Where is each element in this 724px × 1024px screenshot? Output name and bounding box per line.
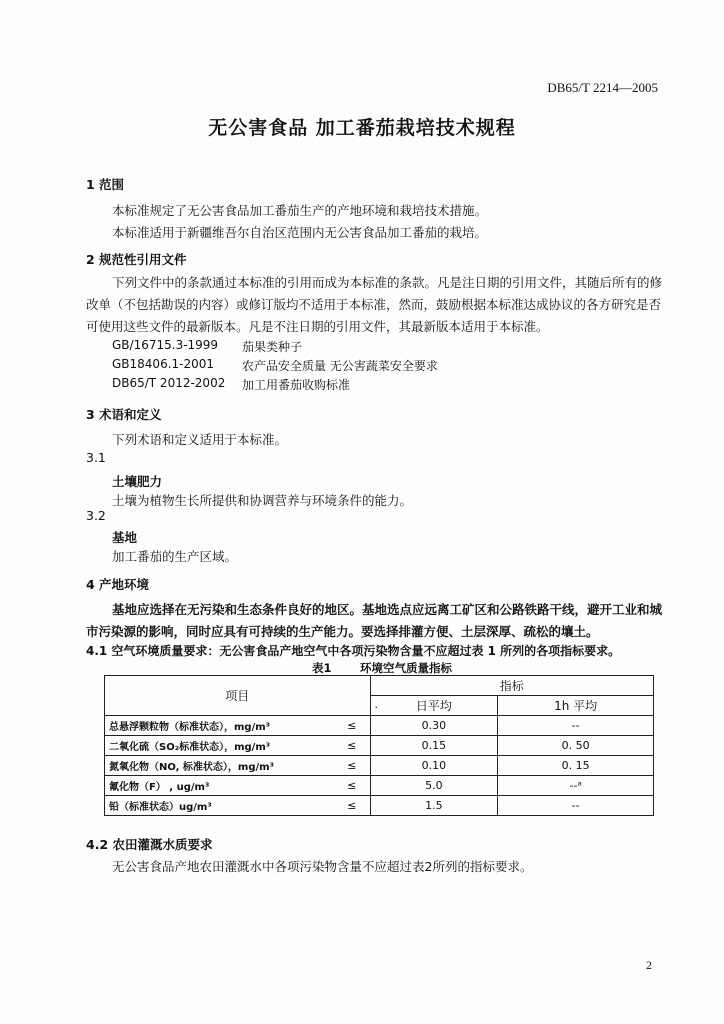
row-daily: 0.30 <box>370 716 498 736</box>
row-item: 氟化物（F） , ug/m³ <box>105 776 335 796</box>
header-index: 指标 <box>370 676 653 696</box>
row-daily: 5.0 <box>370 776 498 796</box>
row-daily: 0.10 <box>370 756 498 776</box>
term-3-1-number: 3.1 <box>86 450 106 465</box>
term-3-1-name: 土壤肥力 <box>112 474 163 489</box>
row-operator: ≤ <box>334 776 370 796</box>
header-hourly: 1h 平均 <box>498 696 654 716</box>
row-hourly: -- <box>498 796 654 816</box>
ref-1-name: 茄果类种子 <box>242 340 303 354</box>
section-4-2: 4.2 农田灌溉水质要求 <box>86 837 213 852</box>
ref-2-code: GB18406.1-2001 <box>112 357 215 371</box>
row-hourly: -- <box>498 716 654 736</box>
section-4-heading: 4 产地环境 <box>86 577 150 592</box>
row-hourly: 0. 50 <box>498 736 654 756</box>
page-number: 2 <box>646 958 652 972</box>
term-3-1-definition: 土壤为植物生长所提供和协调营养与环境条件的能力。 <box>112 493 413 508</box>
ref-3-name: 加工用番茄收购标准 <box>242 378 351 392</box>
section-4-2-text: 无公害食品产地农田灌溉水中各项污染物含量不应超过表2所列的指标要求。 <box>112 859 533 874</box>
term-3-2-number: 3.2 <box>86 508 106 523</box>
page-title: 无公害食品 加工番茄栽培技术规程 <box>208 117 516 139</box>
row-daily: 1.5 <box>370 796 498 816</box>
ref-3-code: DB65/T 2012-2002 <box>112 376 226 390</box>
section-3-intro: 下列术语和定义适用于本标准。 <box>112 432 288 447</box>
section-4-paragraph: 基地应选择在无污染和生态条件良好的地区。基地选点应远离工矿区和公路铁路干线，避开工业和城市污染源的影响，同时应具有可持续的生产能力。要选择排灌方便、土层深厚、疏松的壤土。 <box>86 602 663 639</box>
header-daily: 日平均 <box>415 699 452 713</box>
row-operator: ≤ <box>334 736 370 756</box>
section-1-heading: 1 范围 <box>86 177 125 192</box>
section-4-1: 4.1 空气环境质量要求：无公害食品产地空气中各项污染物含量不应超过表 1 所列的各项指标要求。 <box>86 644 621 658</box>
section-2-paragraph: 下列文件中的条款通过本标准的引用而成为本标准的条款。凡是注日期的引用文件，其随后所有的修改单（不包括勘误的内容）或修订版均不适用于本标准，然而，鼓励根据本标准达成协议的各方研究是否可使用这些文件的最新版本。凡是不注日期的引用文件，其最新版本适用于本标准。 <box>86 275 663 334</box>
row-item: 氮氧化物（NO, 标准状态），mg/m³ <box>105 756 335 776</box>
row-item: 铅（标准状态）ug/m³ <box>105 796 335 816</box>
standard-code: DB65/T 2214—2005 <box>547 80 658 95</box>
ref-2-name: 农产品安全质量 无公害蔬菜安全要求 <box>242 359 438 373</box>
table-1-title: 环境空气质量指标 <box>360 661 452 675</box>
table-row <box>105 796 654 816</box>
table-row <box>105 716 654 736</box>
section-1-para-1: 本标准规定了无公害食品加工番茄生产的产地环境和栽培技术措施。 <box>112 203 488 218</box>
row-operator: ≤ <box>334 716 370 736</box>
row-item: 二氧化硫（SO₂标准状态），mg/m³ <box>105 736 335 756</box>
air-quality-table <box>104 675 654 816</box>
section-3-heading: 3 术语和定义 <box>86 407 162 422</box>
header-daily-cell <box>370 696 498 716</box>
header-item: 项目 <box>105 676 371 716</box>
section-2-heading: 2 规范性引用文件 <box>86 252 187 267</box>
stray-dot: . <box>374 698 379 711</box>
row-operator: ≤ <box>334 756 370 776</box>
term-3-2-name: 基地 <box>112 530 138 545</box>
row-hourly: 0. 15 <box>498 756 654 776</box>
section-1-para-2: 本标准适用于新疆维吾尔自治区范围内无公害食品加工番茄的栽培。 <box>112 225 488 240</box>
table-row <box>105 776 654 796</box>
table-1-number: 表1 <box>312 661 332 675</box>
ref-1-code: GB/16715.3-1999 <box>112 338 219 352</box>
table-row <box>105 756 654 776</box>
row-daily: 0.15 <box>370 736 498 756</box>
table-header-row <box>105 676 654 696</box>
table-row <box>105 736 654 756</box>
row-item: 总悬浮颗粒物（标准状态），mg/m³ <box>105 716 335 736</box>
row-operator: ≤ <box>334 796 370 816</box>
term-3-2-definition: 加工番茄的生产区域。 <box>112 549 238 564</box>
row-hourly: --ᵃ <box>498 776 654 796</box>
